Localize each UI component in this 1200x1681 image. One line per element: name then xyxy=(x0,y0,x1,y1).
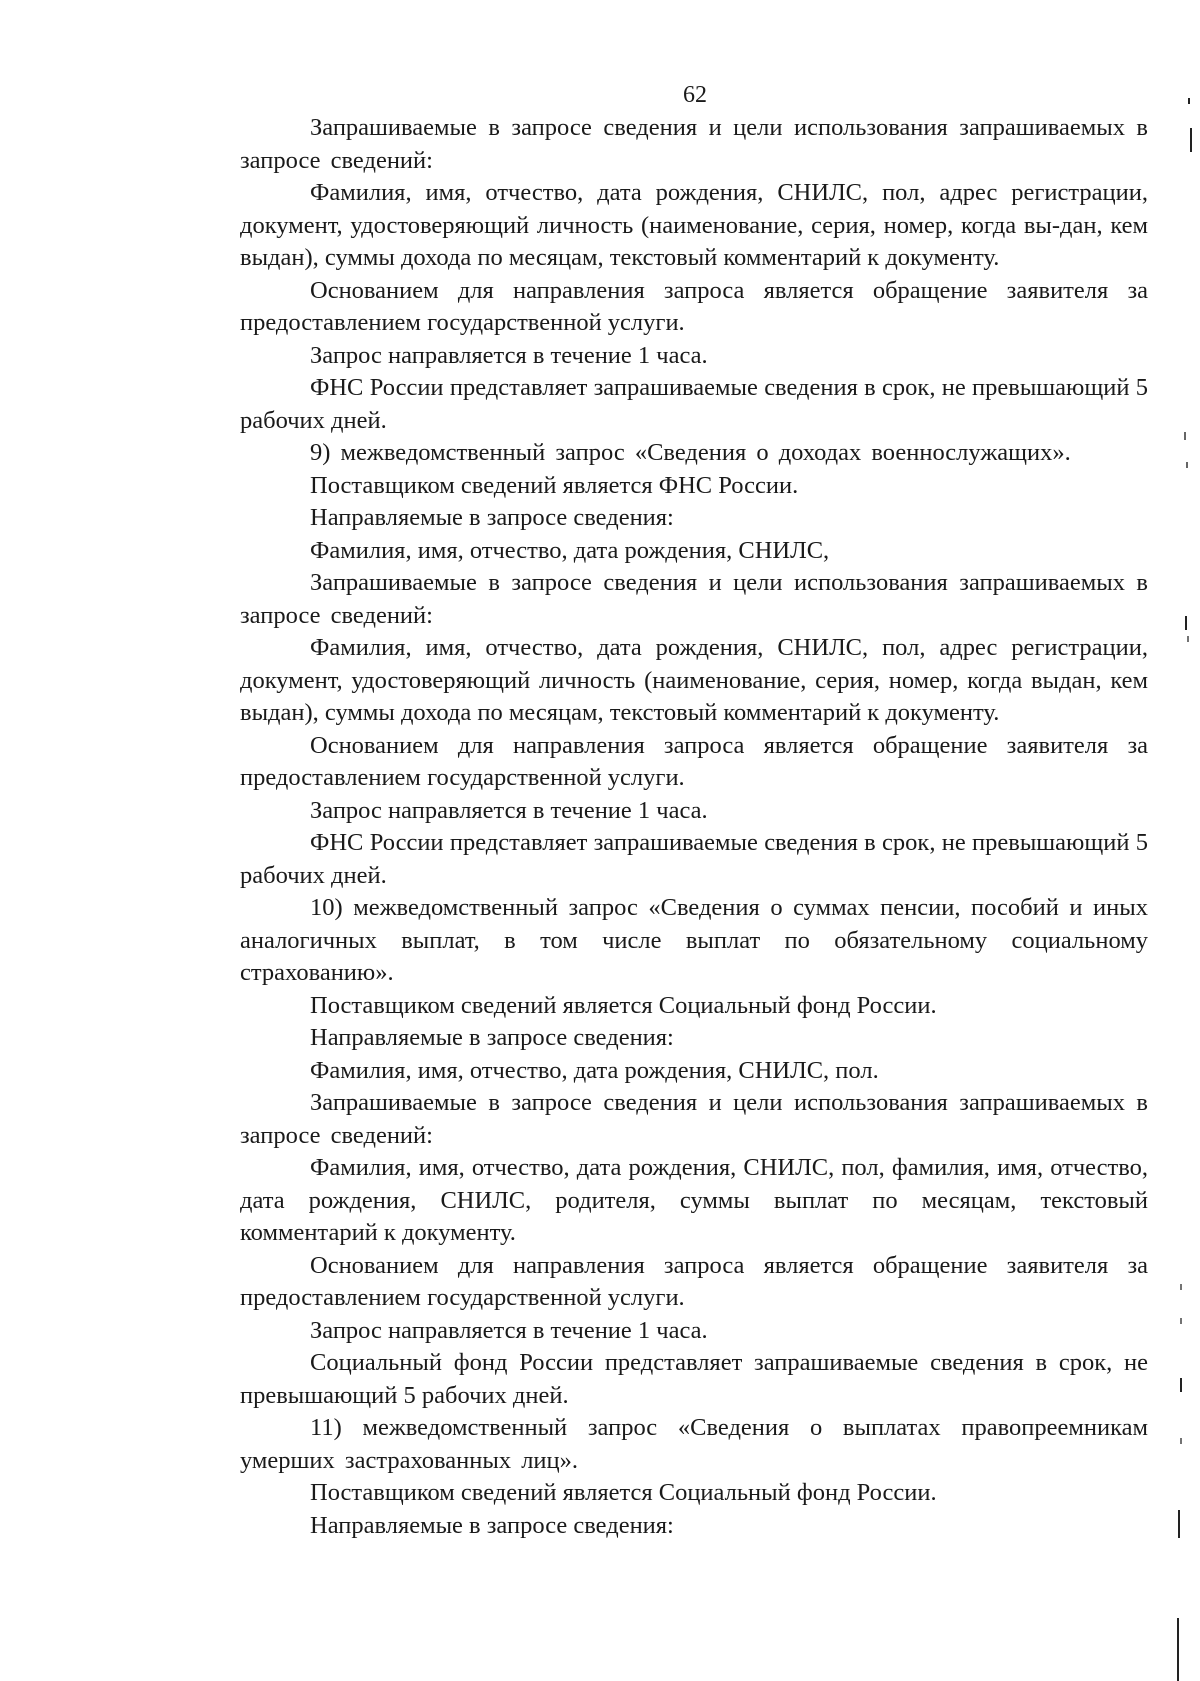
paragraph: Направляемые в запросе сведения: xyxy=(310,1024,674,1051)
paragraph: Запрос направляется в течение 1 часа. xyxy=(310,796,708,824)
paragraph: ФНС России представляет запрашиваемые сведения в срок, не превышающий 5 рабочих дней. xyxy=(240,829,1148,889)
document-body xyxy=(240,112,1148,1542)
paragraph: Запрашиваемые в запросе сведения и цели использования запрашиваемых в запросе сведений: xyxy=(240,114,1148,174)
paragraph: Фамилия, имя, отчество, дата рождения, СНИЛС, пол, фамилия, имя, отчество, дата рождения, СНИЛС, родителя, суммы выплат по месяцам, текстовый комментарий к документу. xyxy=(240,1154,1148,1246)
paragraph: Направляемые в запросе сведения: xyxy=(310,1511,674,1539)
paragraph: 9) межведомственный запрос «Сведения о доходах военнослужащих». xyxy=(310,439,1071,466)
paragraph: Поставщиком сведений является ФНС России. xyxy=(310,471,799,499)
paragraph: Основанием для направления запроса является обращение заявителя за предоставлением государственной услуги. xyxy=(240,1251,1148,1311)
paragraph: Направляемые в запросе сведения: xyxy=(310,504,674,531)
paragraph: Фамилия, имя, отчество, дата рождения, СНИЛС, пол, адрес регистрации, документ, удостоверяющий личность (наименование, серия, номер, когда вы-дан, кем выдан), суммы дохода по месяцам, текстовый комментарий к документу. xyxy=(240,179,1148,271)
paragraph: Запрос направляется в течение 1 часа. xyxy=(310,341,708,369)
paragraph: Поставщиком сведений является Социальный фонд России. xyxy=(310,991,937,1019)
paragraph: Запрашиваемые в запросе сведения и цели использования запрашиваемых в запросе сведений: xyxy=(240,569,1148,629)
paragraph: 11) межведомственный запрос «Сведения о выплатах правопреемникам умерших застрахованных лиц». xyxy=(240,1414,1148,1474)
paragraph: 10) межведомственный запрос «Сведения о суммах пенсии, пособий и иных аналогичных выплат, в том числе выплат по обязательному социальному страхованию». xyxy=(240,894,1148,986)
paragraph: Фамилия, имя, отчество, дата рождения, СНИЛС, xyxy=(310,536,830,564)
paragraph: ФНС России представляет запрашиваемые сведения в срок, не превышающий 5 рабочих дней. xyxy=(240,374,1148,434)
paragraph: Запрашиваемые в запросе сведения и цели использования запрашиваемых в запросе сведений: xyxy=(240,1089,1148,1149)
paragraph: Поставщиком сведений является Социальный фонд России. xyxy=(310,1479,937,1506)
paragraph: Основанием для направления запроса является обращение заявителя за предоставлением государственной услуги. xyxy=(240,731,1148,791)
paragraph: Запрос направляется в течение 1 часа. xyxy=(310,1316,708,1344)
paragraph: Основанием для направления запроса является обращение заявителя за предоставлением государственной услуги. xyxy=(240,276,1148,336)
paragraph: Фамилия, имя, отчество, дата рождения, СНИЛС, пол. xyxy=(310,1056,879,1084)
page-number: 62 xyxy=(683,82,707,108)
paragraph: Социальный фонд России представляет запрашиваемые сведения в срок, не превышающий 5 рабочих дней. xyxy=(240,1349,1148,1409)
paragraph: Фамилия, имя, отчество, дата рождения, СНИЛС, пол, адрес регистрации, документ, удостоверяющий личность (наименование, серия, номер, когда выдан, кем выдан), суммы дохода по месяцам, текстовый комментарий к документу. xyxy=(240,634,1148,726)
